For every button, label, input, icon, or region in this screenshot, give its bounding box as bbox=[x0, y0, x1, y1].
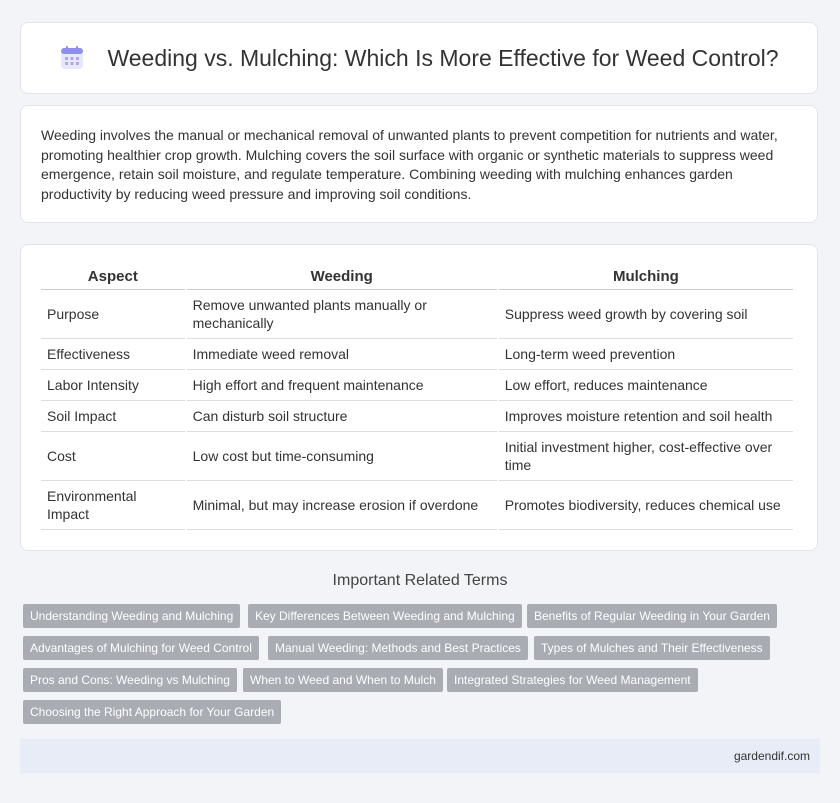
related-term-chip[interactable]: Integrated Strategies for Weed Management bbox=[447, 668, 698, 692]
intro-card bbox=[20, 105, 818, 223]
table-cell: Remove unwanted plants manually or mechanically bbox=[187, 290, 497, 339]
related-term-chip[interactable]: When to Weed and When to Mulch bbox=[243, 668, 443, 692]
footer bbox=[20, 739, 820, 773]
related-term-chip[interactable]: Manual Weeding: Methods and Best Practices bbox=[268, 636, 528, 660]
table-row bbox=[41, 290, 793, 339]
table-cell: Cost bbox=[41, 432, 185, 481]
footer-site-link[interactable]: gardendif.com bbox=[733, 749, 810, 763]
related-term-chip[interactable]: Understanding Weeding and Mulching bbox=[23, 604, 240, 628]
table-cell: Suppress weed growth by covering soil bbox=[499, 290, 793, 339]
table-header-row bbox=[41, 263, 793, 290]
column-header: Aspect bbox=[41, 263, 185, 290]
table-cell: Minimal, but may increase erosion if overdone bbox=[187, 481, 497, 530]
table-cell: Improves moisture retention and soil health bbox=[499, 401, 793, 432]
page-header bbox=[20, 22, 818, 94]
related-term-chip[interactable]: Benefits of Regular Weeding in Your Garden bbox=[527, 604, 777, 628]
table-row bbox=[41, 339, 793, 370]
table-cell: Long-term weed prevention bbox=[499, 339, 793, 370]
table-cell: Soil Impact bbox=[41, 401, 185, 432]
table-cell: Immediate weed removal bbox=[187, 339, 497, 370]
related-term-chip[interactable]: Choosing the Right Approach for Your Garden bbox=[23, 700, 281, 724]
intro-text: Weeding involves the manual or mechanical removal of unwanted plants to prevent competition for nutrients and water, promoting healthier crop growth. Mulching covers the soil surface with organic or synthetic materials to suppress weed emergence, retain soil moisture, and regulate temperature. Combining weeding with mulching enhances garden productivity by reducing weed pressure and improving soil conditions. bbox=[41, 127, 778, 202]
related-term-chip[interactable]: Advantages of Mulching for Weed Control bbox=[23, 636, 259, 660]
calendar-icon bbox=[59, 45, 85, 71]
table-cell: Effectiveness bbox=[41, 339, 185, 370]
column-header: Weeding bbox=[187, 263, 497, 290]
table-cell: Low cost but time-consuming bbox=[187, 432, 497, 481]
related-term-chip[interactable]: Types of Mulches and Their Effectiveness bbox=[534, 636, 770, 660]
related-term-chip[interactable]: Pros and Cons: Weeding vs Mulching bbox=[23, 668, 237, 692]
table-row bbox=[41, 401, 793, 432]
table-row bbox=[41, 370, 793, 401]
column-header: Mulching bbox=[499, 263, 793, 290]
table-cell: Can disturb soil structure bbox=[187, 401, 497, 432]
table-cell: Low effort, reduces maintenance bbox=[499, 370, 793, 401]
table-row bbox=[41, 481, 793, 530]
comparison-table bbox=[39, 263, 795, 530]
table-cell: Purpose bbox=[41, 290, 185, 339]
comparison-card bbox=[20, 244, 818, 551]
table-cell: Labor Intensity bbox=[41, 370, 185, 401]
page-title: Weeding vs. Mulching: Which Is More Effective for Weed Control? bbox=[107, 44, 779, 71]
table-cell: Promotes biodiversity, reduces chemical use bbox=[499, 481, 793, 530]
table-cell: Initial investment higher, cost-effective over time bbox=[499, 432, 793, 481]
related-terms-title: Important Related Terms bbox=[332, 572, 508, 589]
related-term-chip[interactable]: Key Differences Between Weeding and Mulching bbox=[248, 604, 522, 628]
table-cell: High effort and frequent maintenance bbox=[187, 370, 497, 401]
table-cell: Environmental Impact bbox=[41, 481, 185, 530]
table-row bbox=[41, 432, 793, 481]
